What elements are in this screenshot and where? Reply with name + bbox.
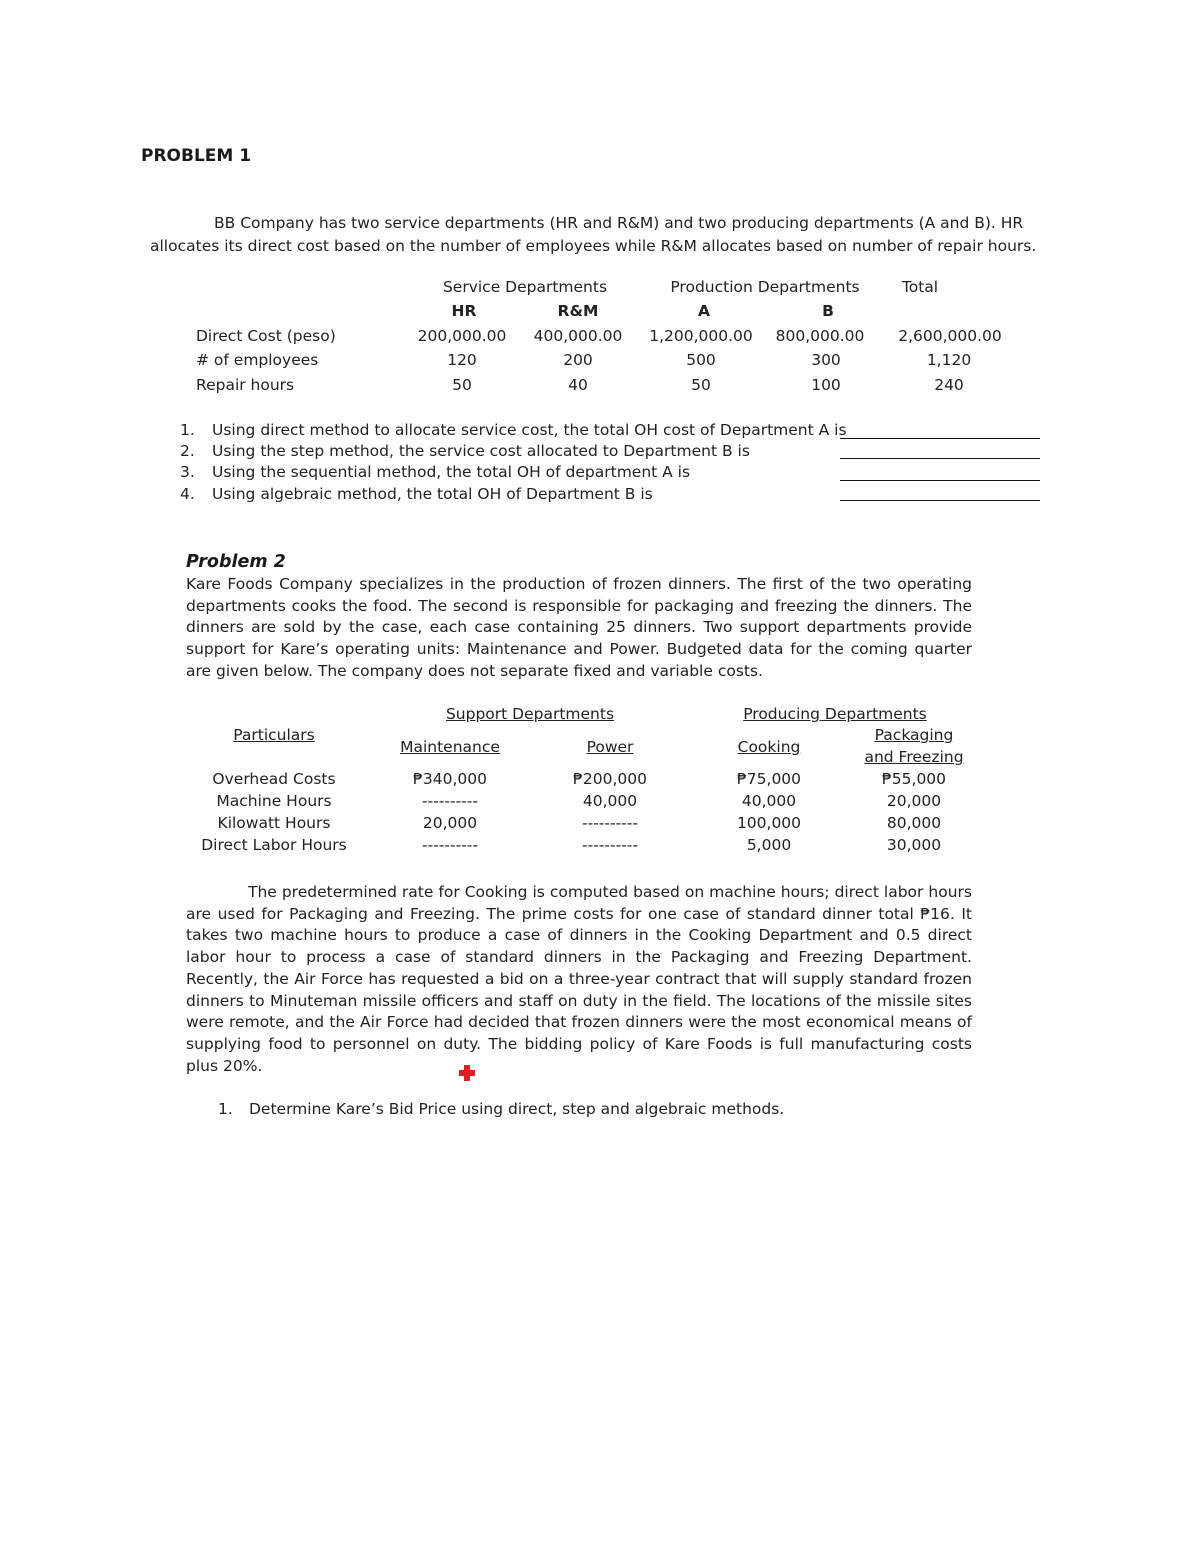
answer-line-2[interactable] xyxy=(840,458,1040,459)
answer-line-4[interactable] xyxy=(840,500,1040,501)
row-label-machine-hours: Machine Hours xyxy=(216,792,332,810)
group-header-service: Service Departments xyxy=(442,278,608,296)
problem1-question-1: 1. Using direct method to allocate service cost, the total OH cost of Department A is xyxy=(180,421,847,439)
answer-line-1[interactable] xyxy=(840,438,1040,439)
cell-kilowatt-packaging: 80,000 xyxy=(886,814,942,832)
cell-overhead-cooking: ₱75,000 xyxy=(736,770,802,788)
cell-employees-rm: 200 xyxy=(563,351,593,369)
cell-repair-rm: 40 xyxy=(568,376,588,394)
col-header-particulars: Particulars xyxy=(233,726,315,744)
cell-kilowatt-cooking: 100,000 xyxy=(736,814,802,832)
cell-repair-b: 100 xyxy=(811,376,841,394)
cell-overhead-power: ₱200,000 xyxy=(573,770,647,788)
cell-machine-cooking: 40,000 xyxy=(741,792,797,810)
cell-dlh-cooking: 5,000 xyxy=(746,836,792,854)
col-header-packaging-line1: Packaging xyxy=(874,726,954,744)
cell-dlh-power: ---------- xyxy=(582,836,638,854)
col-header-packaging-line2: and Freezing xyxy=(864,748,964,766)
row-label-overhead: Overhead Costs xyxy=(212,770,336,788)
col-header-b: B xyxy=(822,302,834,320)
cell-dlh-maintenance: ---------- xyxy=(422,836,478,854)
problem1-intro xyxy=(150,212,1050,258)
problem1-question-4: 4. Using algebraic method, the total OH of Department B is xyxy=(180,485,653,503)
cell-machine-power: 40,000 xyxy=(582,792,638,810)
col-header-maintenance: Maintenance xyxy=(400,738,500,756)
cell-overhead-packaging: ₱55,000 xyxy=(881,770,947,788)
cell-direct-cost-hr: 200,000.00 xyxy=(417,327,507,345)
col-header-total: Total xyxy=(901,278,939,296)
cell-repair-a: 50 xyxy=(691,376,711,394)
cell-repair-total: 240 xyxy=(934,376,964,394)
cell-dlh-packaging: 30,000 xyxy=(886,836,942,854)
cell-direct-cost-rm: 400,000.00 xyxy=(533,327,623,345)
cell-employees-a: 500 xyxy=(686,351,716,369)
cell-employees-hr: 120 xyxy=(447,351,477,369)
problem2-paragraph1: Kare Foods Company specializes in the production of frozen dinners. The first of the two operating departments cooks the food. The second is responsible for packaging and freezing the dinners. The dinners are sold by the case, each case containing 25 dinners. Two support departments provide support for Kare’s operating units: Maintenance and Power. Budgeted data for the coming quarter are given below. The company does not separate fixed and variable costs. xyxy=(186,575,972,680)
cell-direct-cost-total: 2,600,000.00 xyxy=(898,327,1002,345)
col-header-power: Power xyxy=(586,738,634,756)
problem1-intro-line1: BB Company has two service departments (HR and R&M) and two producing departments (A and B). HR xyxy=(214,214,1024,232)
row-label-employees: # of employees xyxy=(196,351,319,369)
problem1-title: PROBLEM 1 xyxy=(141,146,252,166)
cell-direct-cost-b: 800,000.00 xyxy=(775,327,865,345)
group-header-support: Support Departments xyxy=(445,705,615,723)
problem2-paragraph2: The predetermined rate for Cooking is computed based on machine hours; direct labor hours are used for Packaging and Freezing. The prime costs for one case of standard dinner total ₱16. It takes two machine hours to produce a case of dinners in the Cooking Department and 0.5 direct labor hour to process a case of standard dinners in the Packaging and Freezing Department. Recently, the Air Force has requested a bid on a three-year contract that will supply standard frozen dinners to Minuteman missile officers and staff on duty in the field. The locations of the missile sites were remote, and the Air Force had decided that frozen dinners were the most economical means of supplying food to personnel on duty. The bidding policy of Kare Foods is full manufacturing costs plus 20%. xyxy=(186,883,972,1075)
col-header-a: A xyxy=(698,302,710,320)
problem1-question-2: 2. Using the step method, the service cost allocated to Department B is xyxy=(180,442,750,460)
cell-overhead-maintenance: ₱340,000 xyxy=(413,770,487,788)
problem1-intro-line2: allocates its direct cost based on the number of employees while R&M allocates based on number of repair hours. xyxy=(150,237,1037,255)
cell-machine-packaging: 20,000 xyxy=(886,792,942,810)
cell-machine-maintenance: ---------- xyxy=(422,792,478,810)
problem1-question-3: 3. Using the sequential method, the total OH of department A is xyxy=(180,463,691,481)
answer-line-3[interactable] xyxy=(840,480,1040,481)
cell-kilowatt-maintenance: 20,000 xyxy=(422,814,478,832)
red-cross-icon xyxy=(459,1065,475,1081)
cell-kilowatt-power: ---------- xyxy=(582,814,638,832)
problem2-question-1: 1. Determine Kare’s Bid Price using direct, step and algebraic methods. xyxy=(218,1100,785,1118)
col-header-cooking: Cooking xyxy=(737,738,801,756)
row-label-repair-hours: Repair hours xyxy=(196,376,295,394)
row-label-direct-cost: Direct Cost (peso) xyxy=(196,327,336,345)
cell-direct-cost-a: 1,200,000.00 xyxy=(649,327,753,345)
cell-employees-total: 1,120 xyxy=(926,351,972,369)
row-label-direct-labor-hours: Direct Labor Hours xyxy=(201,836,347,854)
col-header-rm: R&M xyxy=(557,302,599,320)
row-label-kilowatt-hours: Kilowatt Hours xyxy=(217,814,331,832)
group-header-production: Production Departments xyxy=(670,278,860,296)
group-header-producing: Producing Departments xyxy=(743,705,927,723)
cell-employees-b: 300 xyxy=(811,351,841,369)
cell-repair-hr: 50 xyxy=(452,376,472,394)
problem2-title: Problem 2 xyxy=(186,552,286,572)
col-header-hr: HR xyxy=(451,302,477,320)
